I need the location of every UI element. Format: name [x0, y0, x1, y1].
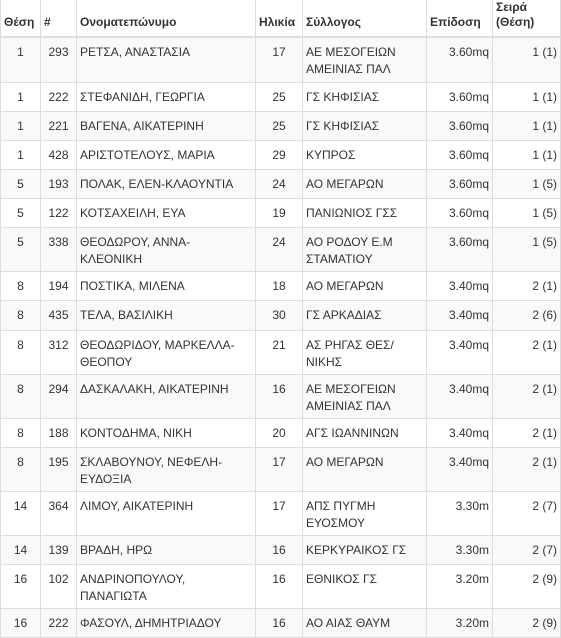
cell-mark: 3.40mq	[427, 418, 493, 447]
cell-age: 21	[256, 330, 303, 374]
header-age[interactable]: Ηλικία	[256, 0, 303, 37]
cell-age: 16	[256, 535, 303, 564]
table-row	[1, 535, 561, 564]
cell-bib-number: 221	[41, 111, 77, 140]
cell-mark: 3.60mq	[427, 227, 493, 271]
cell-bib-number: 294	[41, 374, 77, 418]
cell-name: ΒΡΑΔΗ, ΗΡΩ	[77, 535, 256, 564]
cell-position: 1	[1, 37, 41, 82]
cell-club: ΓΣ ΚΗΦΙΣΙΑΣ	[303, 82, 427, 111]
cell-position: 1	[1, 82, 41, 111]
cell-club: ΑΟ ΜΕΓΑΡΩΝ	[303, 169, 427, 198]
cell-bib-number: 293	[41, 37, 77, 82]
cell-name: ΑΡΙΣΤΟΤΕΛΟΥΣ, ΜΑΡΙΑ	[77, 140, 256, 169]
cell-mark: 3.60mq	[427, 169, 493, 198]
cell-position: 14	[1, 535, 41, 564]
cell-round: 1 (1)	[493, 111, 561, 140]
cell-mark: 3.60mq	[427, 111, 493, 140]
cell-bib-number: 312	[41, 330, 77, 374]
table-row	[1, 37, 561, 82]
cell-mark: 3.30m	[427, 535, 493, 564]
cell-club: ΑΣ ΡΗΓΑΣ ΘΕΣ/ΝΙΚΗΣ	[303, 330, 427, 374]
cell-bib-number: 364	[41, 491, 77, 535]
cell-round: 1 (1)	[493, 37, 561, 82]
table-row	[1, 564, 561, 608]
cell-name: ΣΤΕΦΑΝΙΔΗ, ΓΕΩΡΓΙΑ	[77, 82, 256, 111]
cell-mark: 3.40mq	[427, 330, 493, 374]
cell-club: ΑΓΣ ΙΩΑΝΝΙΝΩΝ	[303, 418, 427, 447]
cell-position: 1	[1, 140, 41, 169]
cell-round: 1 (5)	[493, 169, 561, 198]
table-row	[1, 447, 561, 491]
cell-name: ΘΕΟΔΩΡΟΥ, ΑΝΝΑ-ΚΛΕΟΝΙΚΗ	[77, 227, 256, 271]
header-mark[interactable]: Επίδοση	[427, 0, 493, 37]
cell-mark: 3.40mq	[427, 271, 493, 300]
cell-bib-number: 102	[41, 564, 77, 608]
table-row	[1, 82, 561, 111]
cell-club: ΑΟ ΑΙΑΣ ΘΑΥΜ	[303, 608, 427, 637]
cell-club: ΠΑΝΙΩΝΙΟΣ ΓΣΣ	[303, 198, 427, 227]
cell-round: 2 (9)	[493, 608, 561, 637]
cell-bib-number: 222	[41, 608, 77, 637]
header-round-line1: Σειρά	[496, 0, 528, 14]
cell-name: ΦΑΣΟΥΛ, ΔΗΜΗΤΡΙΑΔΟΥ	[77, 608, 256, 637]
cell-name: ΔΑΣΚΑΛΑΚΗ, ΑΙΚΑΤΕΡΙΝΗ	[77, 374, 256, 418]
cell-mark: 3.60mq	[427, 82, 493, 111]
cell-round: 2 (1)	[493, 418, 561, 447]
cell-bib-number: 338	[41, 227, 77, 271]
cell-position: 8	[1, 300, 41, 330]
cell-name: ΚΟΝΤΟΔΗΜΑ, ΝΙΚΗ	[77, 418, 256, 447]
cell-position: 14	[1, 491, 41, 535]
cell-position: 8	[1, 418, 41, 447]
cell-age: 30	[256, 300, 303, 330]
cell-name: ΠΟΣΤΙΚΑ, ΜΙΛΕΝΑ	[77, 271, 256, 300]
cell-club: ΑΠΣ ΠΥΓΜΗ ΕΥΟΣΜΟΥ	[303, 491, 427, 535]
header-club[interactable]: Σύλλογος	[303, 0, 427, 37]
cell-bib-number: 122	[41, 198, 77, 227]
cell-name: ΑΝΔΡΙΝΟΠΟΥΛΟΥ, ΠΑΝΑΓΙΩΤΑ	[77, 564, 256, 608]
cell-age: 18	[256, 271, 303, 300]
cell-bib-number: 428	[41, 140, 77, 169]
table-row	[1, 169, 561, 198]
cell-mark: 3.60mq	[427, 37, 493, 82]
cell-position: 8	[1, 271, 41, 300]
cell-age: 24	[256, 227, 303, 271]
cell-mark: 3.40mq	[427, 300, 493, 330]
cell-position: 8	[1, 374, 41, 418]
cell-age: 16	[256, 608, 303, 637]
header-position[interactable]: Θέση	[1, 0, 41, 37]
cell-name: ΛΙΜΟΥ, ΑΙΚΑΤΕΡΙΝΗ	[77, 491, 256, 535]
cell-mark: 3.60mq	[427, 140, 493, 169]
cell-club: ΑΕ ΜΕΣΟΓΕΙΩΝ ΑΜΕΙΝΙΑΣ ΠΑΛ	[303, 374, 427, 418]
table-row	[1, 608, 561, 637]
cell-round: 1 (1)	[493, 82, 561, 111]
cell-position: 5	[1, 198, 41, 227]
table-row	[1, 140, 561, 169]
header-round-line2: (Θέση)	[496, 15, 535, 29]
cell-position: 5	[1, 169, 41, 198]
cell-name: ΒΑΓΕΝΑ, ΑΙΚΑΤΕΡΙΝΗ	[77, 111, 256, 140]
cell-club: ΓΣ ΑΡΚΑΔΙΑΣ	[303, 300, 427, 330]
cell-name: ΘΕΟΔΩΡΙΔΟΥ, ΜΑΡΚΕΛΛΑ-ΘΕΟΠΟΥ	[77, 330, 256, 374]
cell-club: ΚΥΠΡΟΣ	[303, 140, 427, 169]
cell-round: 2 (7)	[493, 535, 561, 564]
cell-bib-number: 435	[41, 300, 77, 330]
cell-position: 16	[1, 564, 41, 608]
cell-round: 2 (6)	[493, 300, 561, 330]
cell-club: ΚΕΡΚΥΡΑΙΚΟΣ ΓΣ	[303, 535, 427, 564]
table-row	[1, 374, 561, 418]
cell-round: 2 (1)	[493, 374, 561, 418]
table-row	[1, 227, 561, 271]
cell-age: 24	[256, 169, 303, 198]
cell-age: 17	[256, 447, 303, 491]
cell-position: 8	[1, 447, 41, 491]
cell-age: 16	[256, 374, 303, 418]
table-row	[1, 330, 561, 374]
cell-position: 16	[1, 608, 41, 637]
cell-round: 1 (5)	[493, 198, 561, 227]
cell-name: ΡΕΤΣΑ, ΑΝΑΣΤΑΣΙΑ	[77, 37, 256, 82]
table-row	[1, 111, 561, 140]
cell-age: 20	[256, 418, 303, 447]
cell-position: 1	[1, 111, 41, 140]
cell-round: 2 (1)	[493, 447, 561, 491]
cell-age: 17	[256, 491, 303, 535]
header-round[interactable]	[493, 0, 561, 37]
cell-round: 2 (1)	[493, 271, 561, 300]
table-row	[1, 418, 561, 447]
cell-club: ΕΘΝΙΚΟΣ ΓΣ	[303, 564, 427, 608]
cell-bib-number: 188	[41, 418, 77, 447]
cell-name: ΠΟΛΑΚ, ΕΛΕΝ-ΚΛΑΟΥΝΤΙΑ	[77, 169, 256, 198]
cell-mark: 3.20m	[427, 564, 493, 608]
cell-mark: 3.40mq	[427, 447, 493, 491]
header-row	[1, 0, 561, 37]
cell-round: 1 (5)	[493, 227, 561, 271]
header-name[interactable]: Ονοματεπώνυμο	[77, 0, 256, 37]
cell-round: 2 (1)	[493, 330, 561, 374]
cell-club: ΑΕ ΜΕΣΟΓΕΙΩΝ ΑΜΕΙΝΙΑΣ ΠΑΛ	[303, 37, 427, 82]
cell-age: 19	[256, 198, 303, 227]
cell-age: 16	[256, 564, 303, 608]
header-bib-number[interactable]: #	[41, 0, 77, 37]
cell-name: ΣΚΛΑΒΟΥΝΟΥ, ΝΕΦΕΛΗ-ΕΥΔΟΞΙΑ	[77, 447, 256, 491]
cell-bib-number: 195	[41, 447, 77, 491]
cell-round: 2 (7)	[493, 491, 561, 535]
table-row	[1, 300, 561, 330]
cell-age: 17	[256, 37, 303, 82]
cell-bib-number: 194	[41, 271, 77, 300]
table-row	[1, 271, 561, 300]
cell-round: 1 (1)	[493, 140, 561, 169]
cell-mark: 3.30m	[427, 491, 493, 535]
cell-position: 5	[1, 227, 41, 271]
cell-age: 25	[256, 111, 303, 140]
cell-round: 2 (9)	[493, 564, 561, 608]
cell-name: ΤΕΛΑ, ΒΑΣΙΛΙΚΗ	[77, 300, 256, 330]
cell-age: 25	[256, 82, 303, 111]
cell-club: ΓΣ ΚΗΦΙΣΙΑΣ	[303, 111, 427, 140]
cell-mark: 3.60mq	[427, 198, 493, 227]
cell-age: 29	[256, 140, 303, 169]
table-row	[1, 198, 561, 227]
cell-bib-number: 193	[41, 169, 77, 198]
cell-club: ΑΟ ΡΟΔΟΥ Ε.Μ ΣΤΑΜΑΤΙΟΥ	[303, 227, 427, 271]
cell-position: 8	[1, 330, 41, 374]
table-row	[1, 491, 561, 535]
cell-mark: 3.40mq	[427, 374, 493, 418]
cell-club: ΑΟ ΜΕΓΑΡΩΝ	[303, 271, 427, 300]
cell-bib-number: 222	[41, 82, 77, 111]
cell-name: ΚΟΤΣΑΧΕΙΛΗ, ΕΥΑ	[77, 198, 256, 227]
cell-bib-number: 139	[41, 535, 77, 564]
cell-mark: 3.20m	[427, 608, 493, 637]
cell-club: ΑΟ ΜΕΓΑΡΩΝ	[303, 447, 427, 491]
